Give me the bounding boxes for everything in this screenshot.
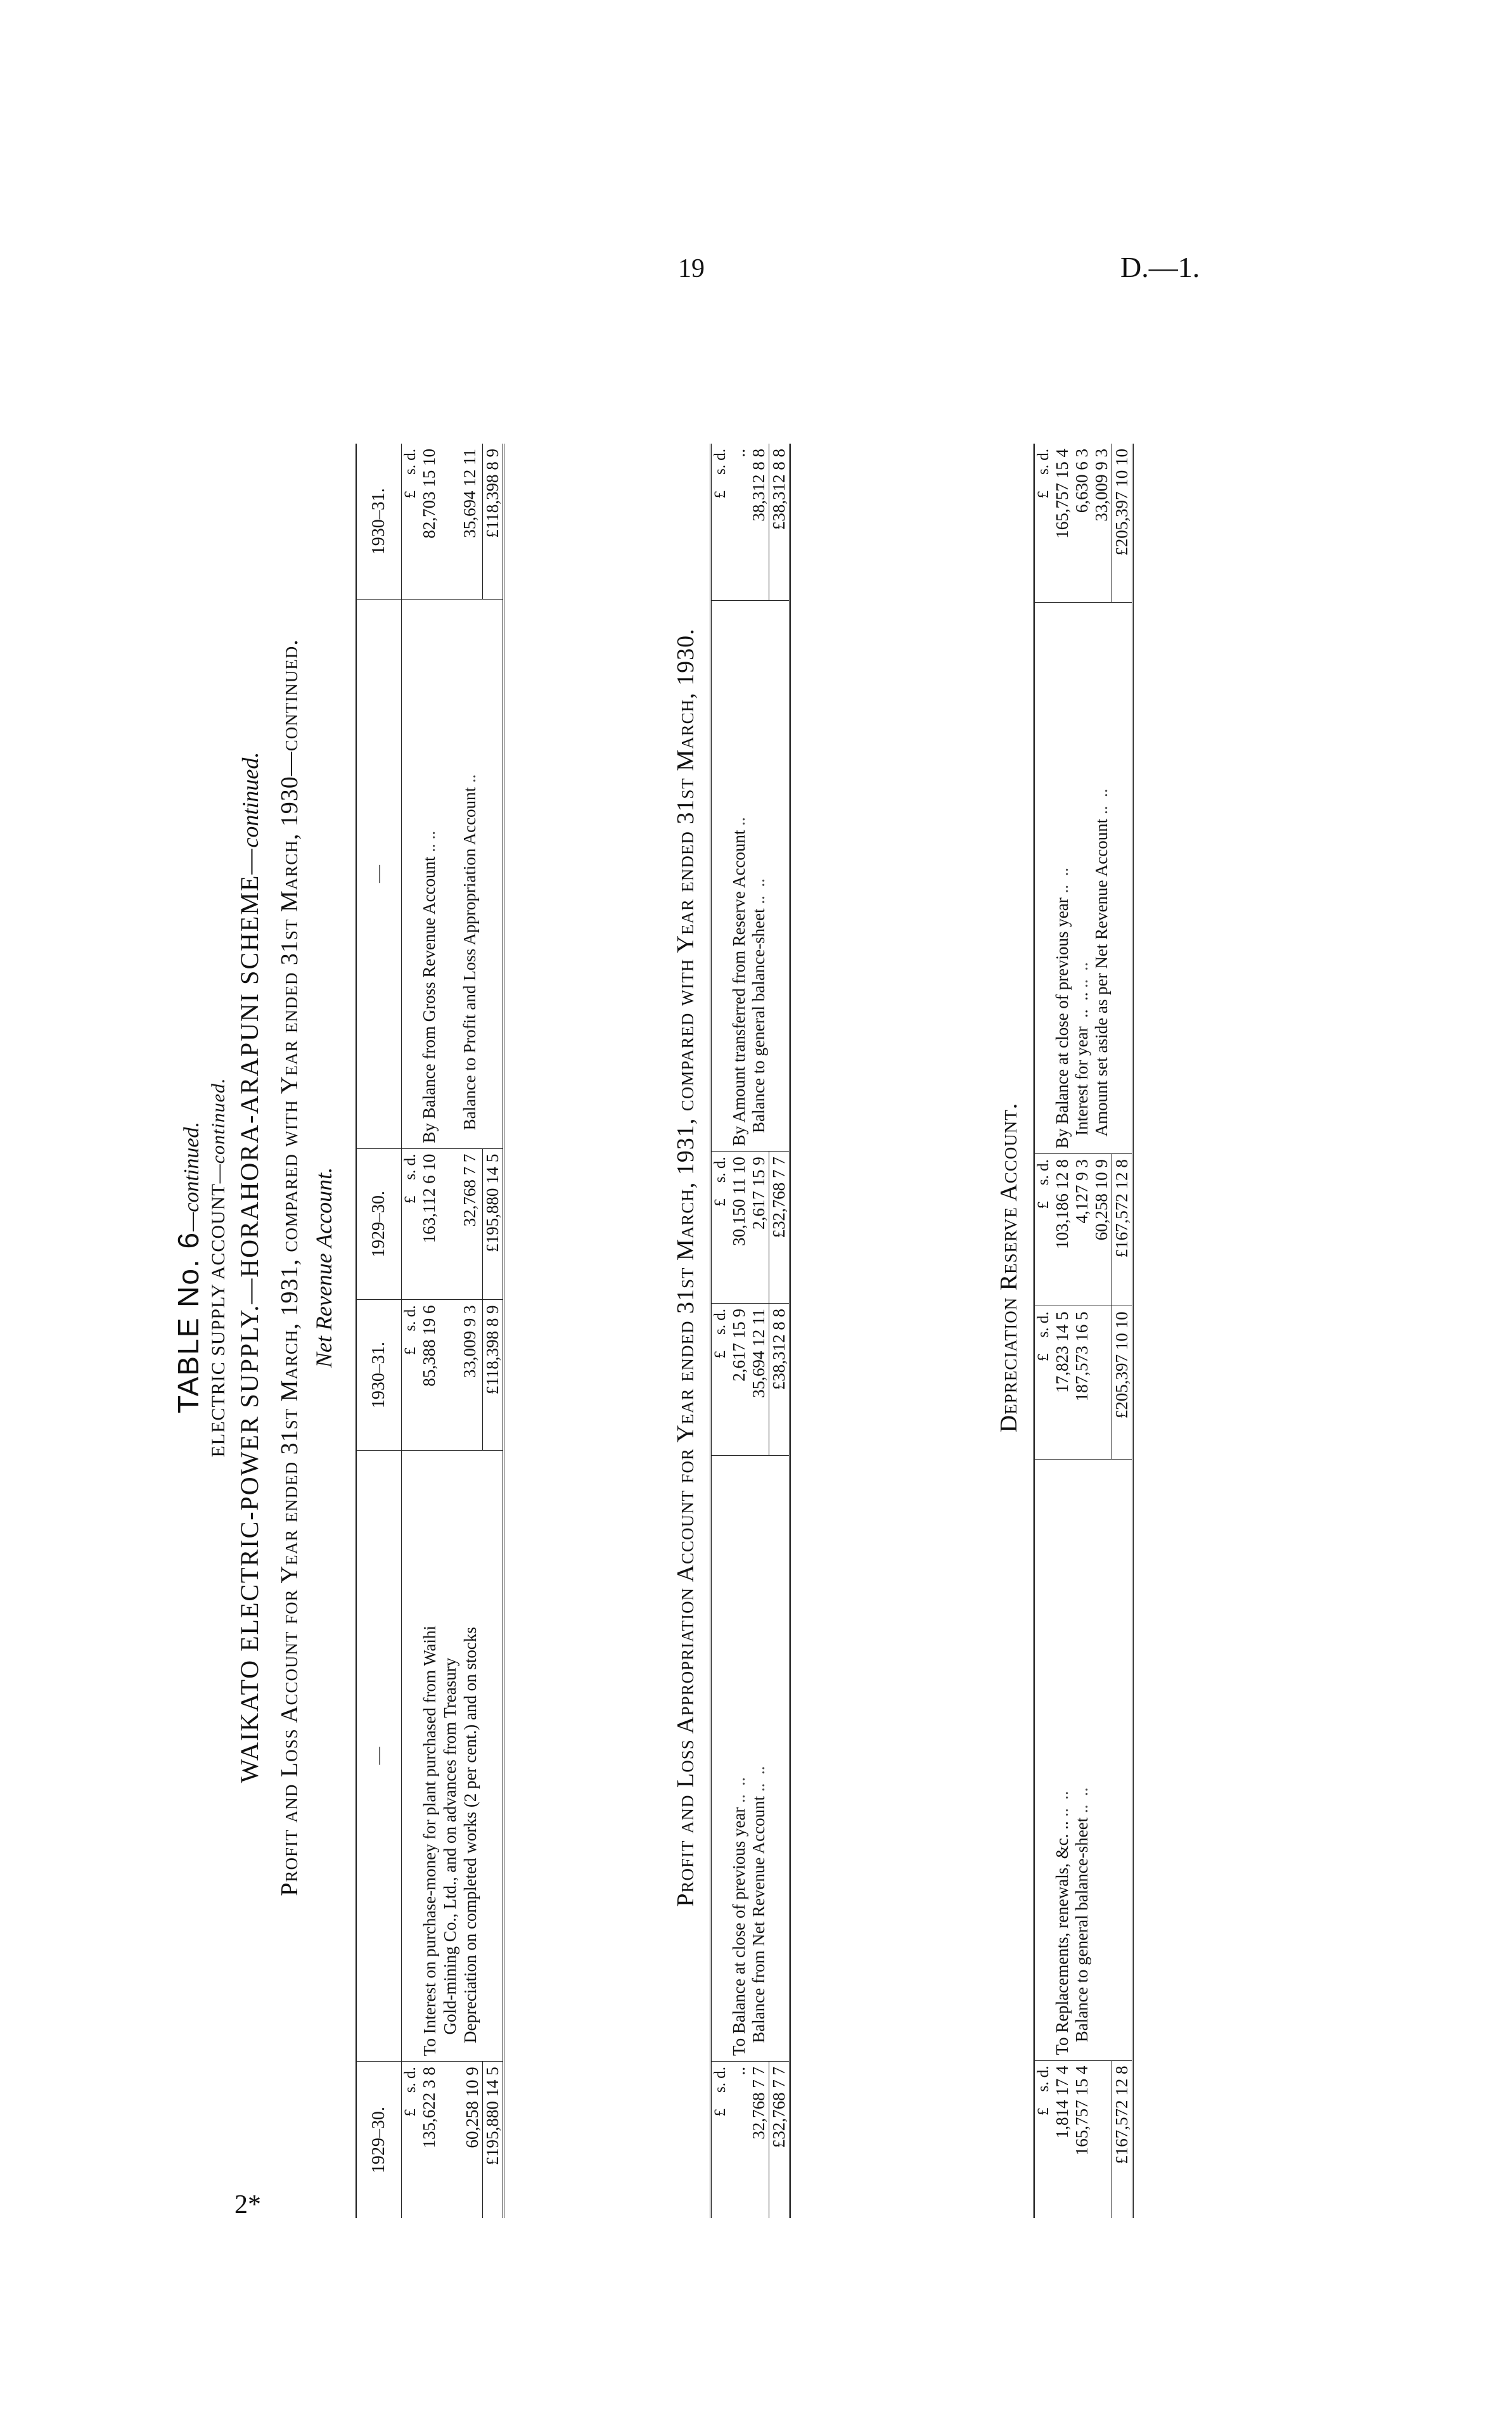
money-head: £ s. d. <box>402 444 420 600</box>
total: £167,572 12 8 <box>1112 2060 1133 2218</box>
total: £167,572 12 8 <box>1112 1154 1133 1306</box>
amount-curr: 165,757 15 4 <box>1053 444 1072 602</box>
row-description: Balance to general balance-sheet .. .. <box>1072 1459 1092 2060</box>
money-head: £ s. d. <box>711 1152 730 1304</box>
row-description: By Amount transferred from Reserve Account .. <box>729 601 749 1152</box>
rotated-content <box>158 317 1236 2218</box>
amount-curr: 38,312 8 8 <box>749 444 769 601</box>
table-row <box>729 444 749 2218</box>
row-description: Balance from Net Revenue Account .. .. <box>749 1455 769 2061</box>
totals-row <box>769 444 790 2218</box>
col-header: — <box>356 1450 402 2061</box>
amount-curr: 35,694 12 11 <box>460 444 483 600</box>
money-head: £ s. d. <box>1034 1306 1053 1460</box>
total: £118,398 8 9 <box>483 444 504 600</box>
scheme-suffix: continued. <box>238 752 263 848</box>
table-row <box>1072 444 1092 2218</box>
amount-prev: .. <box>729 2066 748 2076</box>
amount-prev: 2,617 15 9 <box>749 1152 769 1304</box>
row-description: Interest for year .. .. .. .. <box>1072 602 1092 1153</box>
account-suffix: continued. <box>208 1077 229 1164</box>
account-heading <box>208 317 229 2218</box>
total: £195,880 14 5 <box>483 2062 504 2218</box>
table-row <box>749 444 769 2218</box>
footer-mark: 2* <box>234 2190 261 2219</box>
appropriation-table <box>710 444 791 2218</box>
col-header: — <box>356 600 402 1148</box>
amount-prev: 30,150 11 10 <box>729 1152 749 1304</box>
total: £38,312 8 8 <box>769 444 790 601</box>
money-head: £ s. d. <box>402 1300 420 1450</box>
row-description: By Balance at close of previous year .. .. <box>1053 602 1072 1153</box>
amount-prev: 60,258 10 9 <box>1092 1154 1112 1306</box>
money-head: £ s. d. <box>712 2066 729 2117</box>
amount-prev: 165,757 15 4 <box>1072 2065 1091 2156</box>
row-description: Amount set aside as per Net Revenue Account .. .. <box>1092 602 1112 1153</box>
totals-row <box>1112 444 1133 2218</box>
amount-prev: 135,622 3 8 <box>420 2067 439 2148</box>
col-header: 1930–31. <box>356 444 402 600</box>
total: £205,397 10 10 <box>1112 1306 1133 1460</box>
amount-prev: 163,112 6 10 <box>420 1148 460 1300</box>
money-head: £ s. d. <box>1035 2065 1052 2116</box>
amount-curr: 35,694 12 11 <box>749 1304 769 1456</box>
money-head: £ s. d. <box>711 1304 730 1456</box>
amount-curr: 2,617 15 9 <box>729 1304 749 1456</box>
total: £38,312 8 8 <box>769 1304 790 1456</box>
amount-curr: 33,009 9 3 <box>460 1300 483 1450</box>
col-header: 1929–30. <box>356 2062 402 2218</box>
appropriation-title: Profit and Loss Appropriation Account for Year ended 31st March, 1931, compared with Year ended 31st March, 1930. <box>672 628 699 1907</box>
total: £118,398 8 9 <box>483 1300 504 1450</box>
amount-prev: 60,258 10 9 <box>463 2067 482 2148</box>
amount-curr: 33,009 9 3 <box>1092 444 1112 602</box>
amount-curr: 6,630 6 3 <box>1072 444 1092 602</box>
account-line: ELECTRIC SUPPLY ACCOUNT— <box>208 1164 229 1458</box>
row-description: Depreciation on completed works (2 per cent.) and on stocks <box>460 1450 483 2061</box>
row-description: To Balance at close of previous year .. .. <box>729 1455 749 2061</box>
depreciation-table <box>1033 444 1134 2218</box>
row-description: By Balance from Gross Revenue Account .. .. <box>420 600 460 1148</box>
amount-prev: 1,814 17 4 <box>1053 2065 1072 2139</box>
total: £32,768 7 7 <box>769 1152 790 1304</box>
amount-prev: 32,768 7 7 <box>749 2066 768 2140</box>
amount-curr: .. <box>729 444 749 601</box>
total: £205,397 10 10 <box>1112 444 1133 602</box>
col-header: 1929–30. <box>356 1148 402 1300</box>
total: £32,768 7 7 <box>769 2061 790 2218</box>
table-number-heading <box>171 317 205 2218</box>
totals-row <box>483 444 504 2218</box>
depreciation-title: Depreciation Reserve Account. <box>996 1102 1022 1433</box>
row-description: Balance to general balance-sheet .. .. <box>749 601 769 1152</box>
amount-curr: 82,703 15 10 <box>420 444 460 600</box>
net-revenue-table <box>355 444 504 2218</box>
amount-curr: 17,823 14 5 <box>1053 1306 1072 1460</box>
table-row <box>460 444 483 2218</box>
profit-loss-heading: Profit and Loss Account for Year ended 31st March, 1931, compared with Year ended 31st March, 1930—continued. <box>276 639 303 1896</box>
amount-prev: 32,768 7 7 <box>460 1148 483 1300</box>
amount-prev: 103,186 12 8 <box>1053 1154 1072 1306</box>
amount-curr: 85,388 19 6 <box>420 1300 460 1450</box>
col-header: 1930–31. <box>356 1300 402 1450</box>
net-revenue-heading: Net Revenue Account. <box>311 1167 336 1368</box>
document-code: D.—1. <box>1120 251 1200 283</box>
page-number: 19 <box>678 254 705 283</box>
row-description: To Interest on purchase-money for plant purchased from Waihi Gold-mining Co., Ltd., and on advances from Treasury <box>420 1450 460 2061</box>
row-description: Balance to Profit and Loss Appropriation Account .. <box>460 600 483 1148</box>
money-head: £ s. d. <box>1034 1154 1053 1306</box>
amount-curr: 187,573 16 5 <box>1072 1306 1092 1460</box>
table-number: TABLE No. 6 <box>172 1231 205 1413</box>
amount-prev: 4,127 9 3 <box>1072 1154 1092 1306</box>
money-head: £ s. d. <box>711 444 730 601</box>
table-row <box>1092 444 1112 2218</box>
money-head: £ s. d. <box>402 2067 419 2117</box>
money-head: £ s. d. <box>1034 444 1053 602</box>
scheme-heading <box>234 317 264 2218</box>
table-row <box>1053 444 1072 2218</box>
total: £195,880 14 5 <box>483 1148 504 1300</box>
money-head: £ s. d. <box>402 1148 420 1300</box>
scheme-line: WAIKATO ELECTRIC-POWER SUPPLY.—HORAHORA-ARAPUNI SCHEME— <box>235 847 264 1783</box>
row-description: To Replacements, renewals, &c. .. .. .. <box>1053 1459 1072 2060</box>
table-row <box>420 444 460 2218</box>
table-number-suffix: —continued. <box>180 1122 203 1231</box>
